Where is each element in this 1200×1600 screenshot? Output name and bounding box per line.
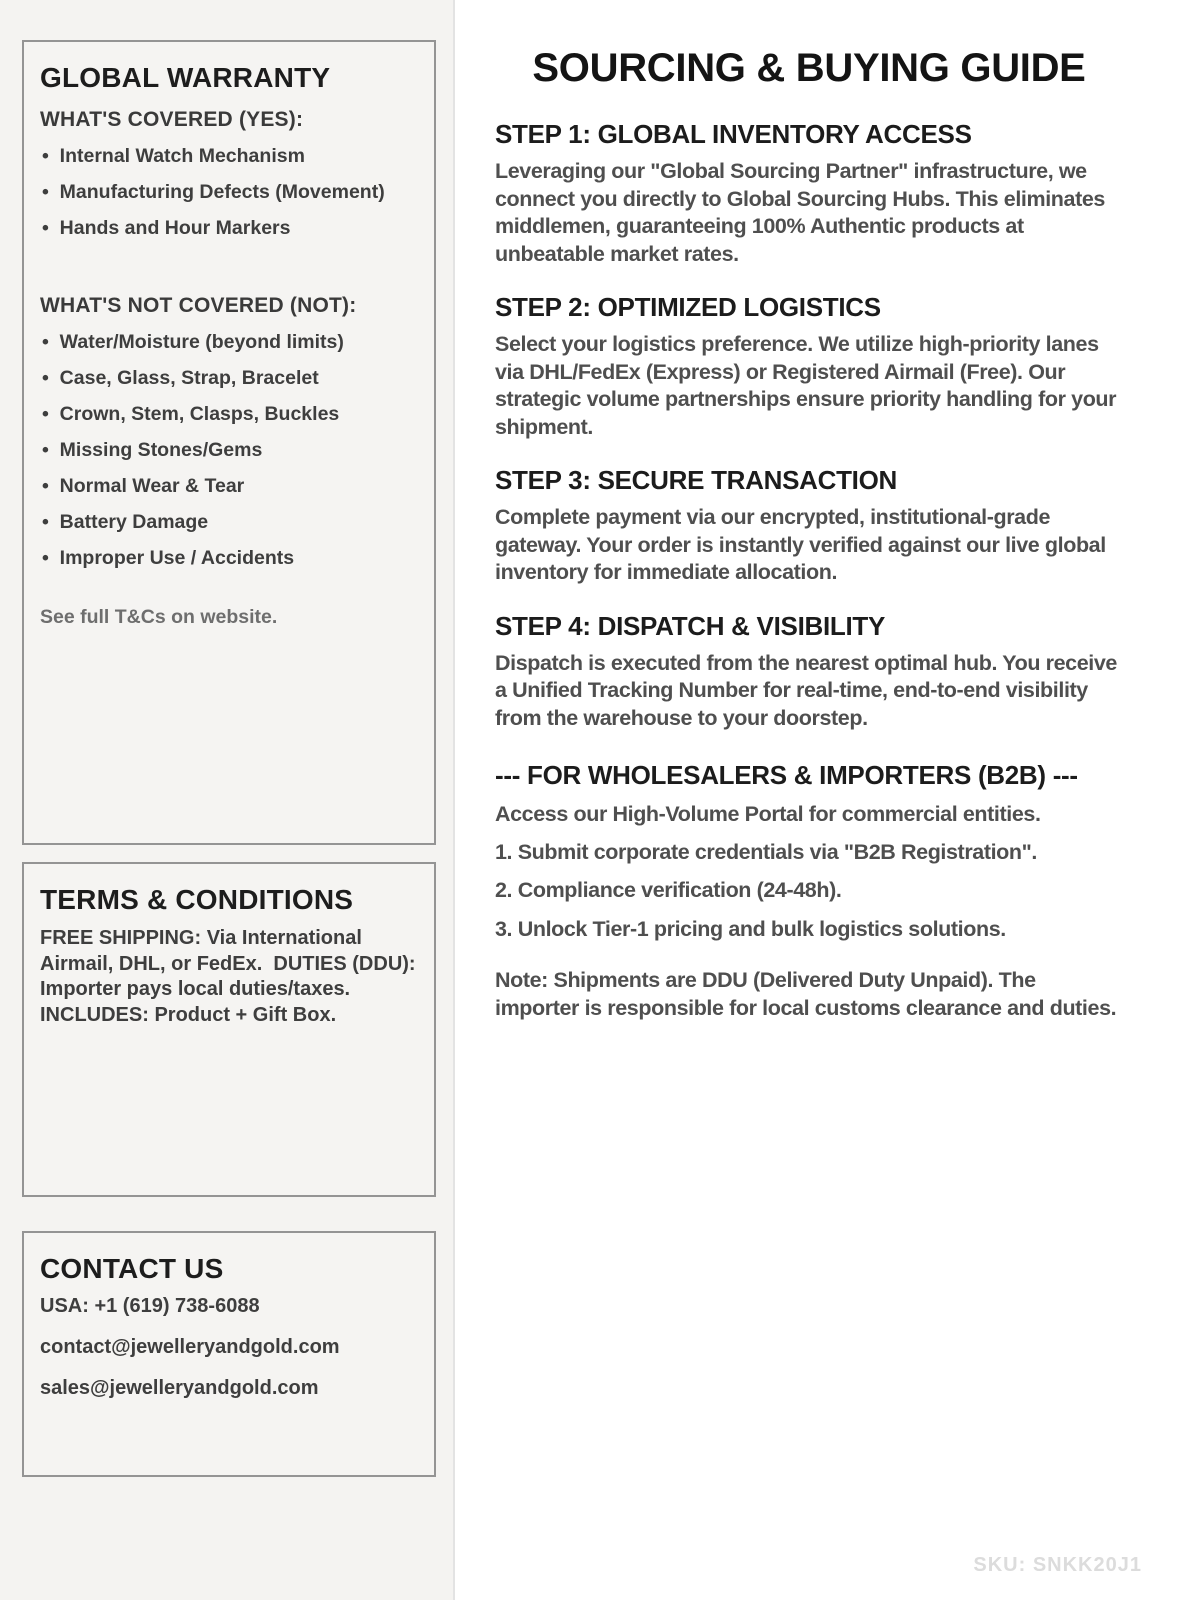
warranty-title: GLOBAL WARRANTY [40, 62, 331, 93]
terms-conditions-panel [22, 862, 436, 1197]
list-item: • Manufacturing Defects (Movement) [40, 174, 418, 210]
step-2-body: Select your logistics preference. We utilize high-priority lanes via DHL/FedEx (Express) or Registered Airmail (Free). Our strategic volume partnerships ensure priority handling for your shipment. [495, 332, 1117, 439]
b2b-item-2: 2. Compliance verification (24-48h). [495, 878, 842, 902]
b2b-note: Note: Shipments are DDU (Delivered Duty Unpaid). The importer is responsible for local customs clearance and duties. [495, 968, 1117, 1020]
info-sidebar [0, 0, 455, 1600]
warranty-footnote: See full T&Cs on website. [40, 606, 278, 628]
sku-label: SKU: SNKK20J1 [973, 1554, 1142, 1576]
list-item: • Hands and Hour Markers [40, 210, 418, 246]
step-2-section [495, 292, 1123, 441]
warranty-covered-list [40, 138, 418, 246]
step-2-heading: STEP 2: OPTIMIZED LOGISTICS [495, 292, 881, 322]
step-4-section [495, 611, 1123, 733]
sourcing-guide-main [455, 0, 1200, 1600]
contact-title: CONTACT US [40, 1253, 224, 1284]
b2b-heading: --- FOR WHOLESALERS & IMPORTERS (B2B) --- [495, 760, 1078, 790]
list-item: • Normal Wear & Tear [40, 468, 418, 504]
step-4-heading: STEP 4: DISPATCH & VISIBILITY [495, 610, 886, 641]
list-item: • Missing Stones/Gems [40, 432, 418, 468]
b2b-item-3: 3. Unlock Tier-1 pricing and bulk logistics solutions. [495, 916, 1006, 941]
list-item: • Water/Moisture (beyond limits) [40, 324, 418, 360]
step-3-heading: STEP 3: SECURE TRANSACTION [495, 465, 897, 495]
global-warranty-panel [22, 40, 436, 845]
warranty-not-covered-heading: WHAT'S NOT COVERED (NOT): [40, 294, 357, 317]
step-1-heading: STEP 1: GLOBAL INVENTORY ACCESS [495, 119, 972, 149]
list-item: • Improper Use / Accidents [40, 540, 418, 576]
step-3-section [495, 465, 1123, 587]
terms-title: TERMS & CONDITIONS [40, 884, 354, 915]
warranty-covered-heading: WHAT'S COVERED (YES): [40, 108, 304, 131]
terms-body: FREE SHIPPING: Via International Airmail, DHL, or FedEx. DUTIES (DDU): Importer pays local duties/taxes. INCLUDES: Product + Gift Box. [40, 927, 422, 1026]
list-item: • Internal Watch Mechanism [40, 138, 418, 174]
list-item: • Battery Damage [40, 504, 418, 540]
contact-email-sales: sales@jewelleryandgold.com [40, 1377, 319, 1399]
list-item: • Case, Glass, Strap, Bracelet [40, 360, 418, 396]
contact-us-panel [22, 1231, 436, 1477]
b2b-intro: Access our High-Volume Portal for commercial entities. [495, 802, 1041, 826]
contact-phone: USA: +1 (619) 738-6088 [40, 1295, 260, 1317]
b2b-section [495, 760, 1123, 1022]
contact-email-primary: contact@jewelleryandgold.com [40, 1336, 340, 1358]
warranty-not-covered-list [40, 324, 418, 576]
step-3-body: Complete payment via our encrypted, institutional-grade gateway. Your order is instantly verified against our live global inventory for immediate allocation. [495, 505, 1106, 584]
page-title: SOURCING & BUYING GUIDE [532, 46, 1086, 90]
b2b-item-1: 1. Submit corporate credentials via "B2B Registration". [495, 839, 1038, 864]
step-1-section [495, 119, 1123, 268]
step-4-body: Dispatch is executed from the nearest optimal hub. You receive a Unified Tracking Number for real-time, end-to-end visibility from the warehouse to your doorstep. [495, 650, 1117, 730]
step-1-body: Leveraging our "Global Sourcing Partner" infrastructure, we connect you directly to Global Sourcing Hubs. This eliminates middlemen, guaranteeing 100% Authentic products at unbeatable market rates. [495, 159, 1105, 266]
list-item: • Crown, Stem, Clasps, Buckles [40, 396, 418, 432]
